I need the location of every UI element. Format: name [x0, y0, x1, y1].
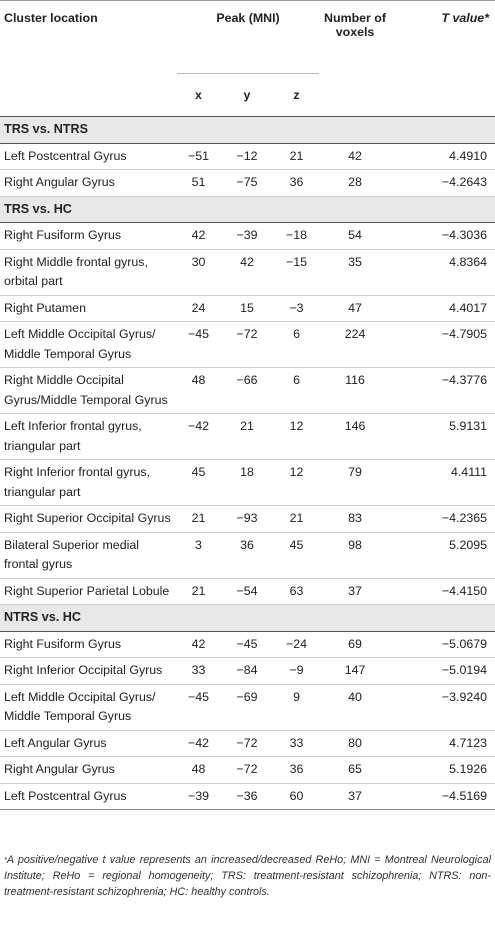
cell-cluster-location: Right Superior Occipital Gyrus — [0, 506, 177, 533]
cell-voxels: 98 — [319, 532, 391, 578]
cell-z: −15 — [274, 249, 319, 295]
cell-x: 3 — [177, 532, 220, 578]
section-title: NTRS vs. HC — [0, 605, 495, 632]
cell-cluster-location: Left Middle Occipital Gyrus/ Middle Temporal Gyrus — [0, 684, 177, 730]
cell-t-value: −5.0679 — [391, 631, 495, 658]
cell-t-value: −4.7905 — [391, 322, 495, 368]
table-row — [0, 506, 495, 533]
header-cluster-location: Cluster location — [0, 1, 177, 117]
header-y: y — [220, 74, 274, 117]
cell-y: −54 — [220, 578, 274, 605]
cell-y: 18 — [220, 460, 274, 506]
cell-x: 21 — [177, 506, 220, 533]
cell-t-value: 4.7123 — [391, 730, 495, 757]
cell-voxels: 35 — [319, 249, 391, 295]
cell-voxels: 83 — [319, 506, 391, 533]
cell-z: 21 — [274, 143, 319, 170]
cell-cluster-location: Right Middle Occipital Gyrus/Middle Temporal Gyrus — [0, 368, 177, 414]
cell-t-value: 5.2095 — [391, 532, 495, 578]
header-peak-mni-label: Peak (MNI) — [216, 11, 280, 25]
cell-cluster-location: Right Superior Parietal Lobule — [0, 578, 177, 605]
cell-cluster-location: Left Angular Gyrus — [0, 730, 177, 757]
table-row — [0, 658, 495, 685]
footnote — [4, 852, 491, 900]
cell-x: 48 — [177, 757, 220, 784]
cell-x: 42 — [177, 631, 220, 658]
cell-cluster-location: Right Fusiform Gyrus — [0, 631, 177, 658]
cell-x: 45 — [177, 460, 220, 506]
cell-voxels: 147 — [319, 658, 391, 685]
cell-t-value: 4.8364 — [391, 249, 495, 295]
cell-voxels: 65 — [319, 757, 391, 784]
cell-y: −72 — [220, 757, 274, 784]
cell-x: −45 — [177, 322, 220, 368]
cell-t-value: 4.4111 — [391, 460, 495, 506]
cell-voxels: 37 — [319, 578, 391, 605]
cell-voxels: 28 — [319, 170, 391, 197]
cell-y: 21 — [220, 414, 274, 460]
cell-y: −72 — [220, 730, 274, 757]
cell-x: 48 — [177, 368, 220, 414]
cell-x: −42 — [177, 730, 220, 757]
cell-y: −36 — [220, 783, 274, 810]
table-row — [0, 414, 495, 460]
table-row — [0, 757, 495, 784]
table-row — [0, 368, 495, 414]
cell-x: −51 — [177, 143, 220, 170]
cell-z: 21 — [274, 506, 319, 533]
cell-voxels: 47 — [319, 295, 391, 322]
cell-t-value: −3.9240 — [391, 684, 495, 730]
cell-z: 63 — [274, 578, 319, 605]
table-row — [0, 322, 495, 368]
cell-cluster-location: Right Inferior Occipital Gyrus — [0, 658, 177, 685]
header-z: z — [274, 74, 319, 117]
cell-z: −9 — [274, 658, 319, 685]
cell-y: 15 — [220, 295, 274, 322]
cell-t-value: −4.2643 — [391, 170, 495, 197]
header-t-value: T value* — [391, 1, 495, 117]
cell-cluster-location: Left Postcentral Gyrus — [0, 783, 177, 810]
cell-cluster-location: Left Postcentral Gyrus — [0, 143, 177, 170]
cell-voxels: 79 — [319, 460, 391, 506]
cell-y: −12 — [220, 143, 274, 170]
table-row — [0, 143, 495, 170]
cell-z: −18 — [274, 223, 319, 250]
table-body — [0, 117, 495, 810]
table-row — [0, 460, 495, 506]
header-x: x — [177, 74, 220, 117]
table-row — [0, 578, 495, 605]
cell-t-value: −4.3036 — [391, 223, 495, 250]
section-title: TRS vs. NTRS — [0, 117, 495, 144]
cell-voxels: 54 — [319, 223, 391, 250]
cell-voxels: 37 — [319, 783, 391, 810]
cell-z: 36 — [274, 757, 319, 784]
header-peak-mni — [177, 1, 319, 74]
section-title: TRS vs. HC — [0, 196, 495, 223]
cell-cluster-location: Right Putamen — [0, 295, 177, 322]
cell-z: 9 — [274, 684, 319, 730]
cell-y: −93 — [220, 506, 274, 533]
cell-z: 33 — [274, 730, 319, 757]
cell-z: 45 — [274, 532, 319, 578]
cell-voxels: 116 — [319, 368, 391, 414]
cell-cluster-location: Right Inferior frontal gyrus, triangular part — [0, 460, 177, 506]
table-row — [0, 249, 495, 295]
cell-t-value: −4.3776 — [391, 368, 495, 414]
cell-z: 60 — [274, 783, 319, 810]
header-number-of-voxels: Number of voxels — [319, 1, 391, 117]
cell-y: −75 — [220, 170, 274, 197]
footnote-text: A positive/negative t value represents an increased/decreased ReHo; MNI = Montreal Neurological Institute; ReHo = regional homogeneity; TRS: treatment-resistant schizophrenia; NTRS: non-treatment-resistant schizophrenia; HC: healthy controls. — [4, 854, 491, 898]
cell-y: −66 — [220, 368, 274, 414]
cell-t-value: 4.4910 — [391, 143, 495, 170]
cell-z: 12 — [274, 414, 319, 460]
cell-voxels: 40 — [319, 684, 391, 730]
cell-z: 36 — [274, 170, 319, 197]
table-row — [0, 532, 495, 578]
cell-t-value: 4.4017 — [391, 295, 495, 322]
cell-voxels: 80 — [319, 730, 391, 757]
cell-y: −39 — [220, 223, 274, 250]
cell-y: −72 — [220, 322, 274, 368]
cell-cluster-location: Left Middle Occipital Gyrus/ Middle Temporal Gyrus — [0, 322, 177, 368]
cell-cluster-location: Right Angular Gyrus — [0, 757, 177, 784]
table-row — [0, 170, 495, 197]
cell-t-value: −4.5169 — [391, 783, 495, 810]
cell-cluster-location: Left Inferior frontal gyrus, triangular part — [0, 414, 177, 460]
section-row — [0, 196, 495, 223]
section-row — [0, 605, 495, 632]
table-row — [0, 730, 495, 757]
cell-x: 21 — [177, 578, 220, 605]
cell-z: −3 — [274, 295, 319, 322]
cell-z: −24 — [274, 631, 319, 658]
cell-z: 6 — [274, 368, 319, 414]
footnote-mark: * — [4, 855, 7, 864]
cell-x: 30 — [177, 249, 220, 295]
table-row — [0, 684, 495, 730]
table-row — [0, 783, 495, 810]
cell-x: −39 — [177, 783, 220, 810]
cell-cluster-location: Bilateral Superior medial frontal gyrus — [0, 532, 177, 578]
cell-cluster-location: Right Middle frontal gyrus, orbital part — [0, 249, 177, 295]
cell-x: −42 — [177, 414, 220, 460]
cell-x: 42 — [177, 223, 220, 250]
table-row — [0, 223, 495, 250]
cell-t-value: −5.0194 — [391, 658, 495, 685]
cell-y: −69 — [220, 684, 274, 730]
table-row — [0, 295, 495, 322]
cell-cluster-location: Right Angular Gyrus — [0, 170, 177, 197]
cell-t-value: 5.1926 — [391, 757, 495, 784]
cell-voxels: 224 — [319, 322, 391, 368]
cell-y: −84 — [220, 658, 274, 685]
cell-x: 33 — [177, 658, 220, 685]
section-row — [0, 117, 495, 144]
cell-t-value: −4.4150 — [391, 578, 495, 605]
cell-cluster-location: Right Fusiform Gyrus — [0, 223, 177, 250]
cell-z: 12 — [274, 460, 319, 506]
cell-z: 6 — [274, 322, 319, 368]
table-row — [0, 631, 495, 658]
cell-voxels: 146 — [319, 414, 391, 460]
cell-y: −45 — [220, 631, 274, 658]
cell-t-value: 5.9131 — [391, 414, 495, 460]
cell-x: 24 — [177, 295, 220, 322]
cell-voxels: 42 — [319, 143, 391, 170]
cell-y: 36 — [220, 532, 274, 578]
cell-y: 42 — [220, 249, 274, 295]
cell-voxels: 69 — [319, 631, 391, 658]
cell-t-value: −4.2365 — [391, 506, 495, 533]
cell-x: −45 — [177, 684, 220, 730]
cell-x: 51 — [177, 170, 220, 197]
